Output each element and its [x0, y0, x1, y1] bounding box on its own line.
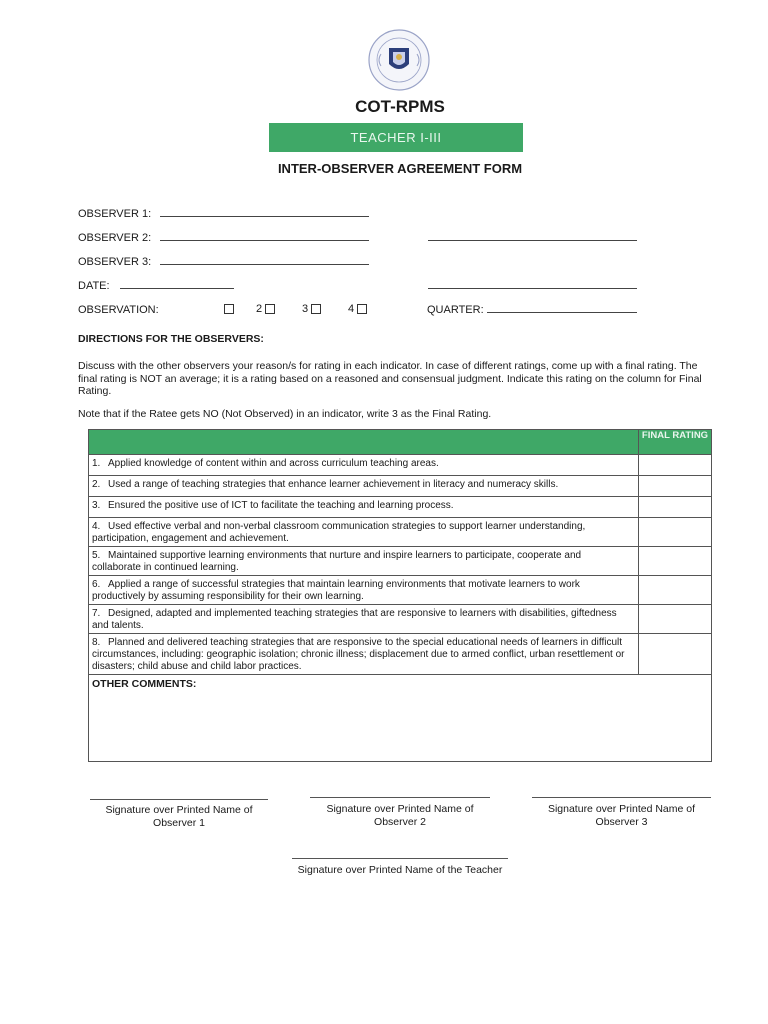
- observer1-label: OBSERVER 1:: [78, 208, 152, 220]
- date-label: DATE:: [78, 280, 110, 292]
- observation-option-3[interactable]: [302, 303, 321, 315]
- indicator-text: Applied a range of successful strategies that maintain learning environments that motivate learners to work productively by assuming responsibility for their own learning.: [92, 579, 580, 602]
- final-rating-cell[interactable]: [639, 518, 712, 547]
- indicator-number: 5.: [92, 550, 101, 561]
- date-extra-line[interactable]: [428, 288, 637, 289]
- option-number: 2: [256, 303, 263, 315]
- indicator-text: Maintained supportive learning environments that nurture and inspire learners to participate, cooperate and collaborate in continued learning.: [92, 550, 582, 573]
- signature-line-observer3[interactable]: [532, 797, 711, 798]
- indicator-number: 3.: [92, 500, 101, 511]
- form-title: INTER-OBSERVER AGREEMENT FORM: [277, 161, 523, 176]
- observer2-label: OBSERVER 2:: [78, 232, 152, 244]
- observer2-field[interactable]: [160, 240, 369, 241]
- indicator-cell: [89, 518, 639, 547]
- option-number: 3: [302, 303, 309, 315]
- indicator-text: Ensured the positive use of ICT to facilitate the teaching and learning process.: [108, 500, 454, 511]
- table-row: [89, 547, 712, 576]
- indicator-cell: [89, 547, 639, 576]
- indicator-number: 2.: [92, 479, 101, 490]
- indicator-cell: [89, 605, 639, 634]
- checkbox-icon[interactable]: [311, 304, 321, 314]
- indicator-text: Used effective verbal and non-verbal classroom communication strategies to support learner understanding, participation, engagement and achievement.: [92, 521, 586, 544]
- final-rating-cell[interactable]: [639, 497, 712, 518]
- indicator-text: Planned and delivered teaching strategies that are responsive to the special educational needs of learners in difficult circumstances, including: geographic isolation; chronic illness; displacement due to armed conflict, urban resettlement or disasters; child abuse and child labor practices.: [92, 637, 625, 672]
- indicator-text: Used a range of teaching strategies that enhance learner achievement in literacy and numeracy skills.: [108, 479, 559, 490]
- quarter-label: QUARTER:: [427, 304, 484, 316]
- indicator-cell: [89, 576, 639, 605]
- directions-note: Note that if the Ratee gets NO (Not Observed) in an indicator, write 3 as the Final Rating.: [78, 408, 492, 420]
- signature-label-teacher: Signature over Printed Name of the Teacher: [297, 864, 503, 876]
- final-rating-cell[interactable]: [639, 547, 712, 576]
- signature-line-teacher[interactable]: [292, 858, 508, 859]
- checkbox-icon[interactable]: [224, 304, 234, 314]
- signature-label-observer2: Signature over Printed Name of Observer 2: [326, 803, 474, 828]
- date-field[interactable]: [120, 288, 234, 289]
- signature-label-observer3: Signature over Printed Name of Observer 3: [547, 803, 696, 828]
- directions-paragraph: Discuss with the other observers your reason/s for rating in each indicator. In case of different ratings, come up with a final rating. The final rating is NOT an average; it is a rating based on a reasoned and consensual judgment. Indicate this rating on the column for Final Rating.: [78, 360, 702, 397]
- option-number: 4: [348, 303, 355, 315]
- indicator-number: 7.: [92, 608, 101, 619]
- indicator-cell: [89, 455, 639, 476]
- other-comments-box[interactable]: [89, 675, 712, 762]
- other-comments-label: OTHER COMMENTS:: [92, 678, 197, 690]
- indicator-number: 8.: [92, 637, 101, 648]
- observer2-extra-line[interactable]: [428, 240, 637, 241]
- checkbox-icon[interactable]: [357, 304, 367, 314]
- indicator-cell: [89, 497, 639, 518]
- directions-title: DIRECTIONS FOR THE OBSERVERS:: [78, 333, 264, 345]
- page-title: COT-RPMS: [355, 97, 445, 116]
- final-rating-header: FINAL RATING: [639, 430, 712, 455]
- comments-row: [89, 675, 712, 762]
- final-rating-cell[interactable]: [639, 576, 712, 605]
- observation-option-1[interactable]: [224, 303, 234, 315]
- indicator-cell: [89, 476, 639, 497]
- observation-label: OBSERVATION:: [78, 304, 159, 316]
- quarter-field[interactable]: [487, 312, 637, 313]
- signature-line-observer1[interactable]: [90, 799, 268, 800]
- table-row: [89, 455, 712, 476]
- final-rating-cell[interactable]: [639, 455, 712, 476]
- observation-option-4[interactable]: [348, 303, 367, 315]
- table-row: [89, 634, 712, 675]
- final-rating-cell[interactable]: [639, 634, 712, 675]
- indicators-table: [88, 429, 712, 762]
- indicator-cell: [89, 634, 639, 675]
- indicator-number: 6.: [92, 579, 101, 590]
- indicator-text: Designed, adapted and implemented teaching strategies that are responsive to learners with disabilities, giftedness and talents.: [92, 608, 617, 631]
- table-header-row: [89, 430, 712, 455]
- indicator-header: [89, 430, 639, 455]
- observer3-label: OBSERVER 3:: [78, 256, 152, 268]
- final-rating-cell[interactable]: [639, 605, 712, 634]
- table-row: [89, 476, 712, 497]
- observer1-field[interactable]: [160, 216, 369, 217]
- signature-line-observer2[interactable]: [310, 797, 490, 798]
- table-row: [89, 605, 712, 634]
- observation-option-2[interactable]: [256, 303, 275, 315]
- table-row: [89, 576, 712, 605]
- observer3-field[interactable]: [160, 264, 369, 265]
- final-rating-cell[interactable]: [639, 476, 712, 497]
- table-row: [89, 497, 712, 518]
- indicator-text: Applied knowledge of content within and across curriculum teaching areas.: [108, 458, 439, 469]
- deped-seal-icon: [367, 28, 431, 92]
- table-row: [89, 518, 712, 547]
- checkbox-icon[interactable]: [265, 304, 275, 314]
- indicator-number: 1.: [92, 458, 101, 469]
- indicator-number: 4.: [92, 521, 101, 532]
- signature-label-observer1: Signature over Printed Name of Observer 1: [105, 804, 253, 829]
- position-banner: TEACHER I-III: [269, 123, 523, 152]
